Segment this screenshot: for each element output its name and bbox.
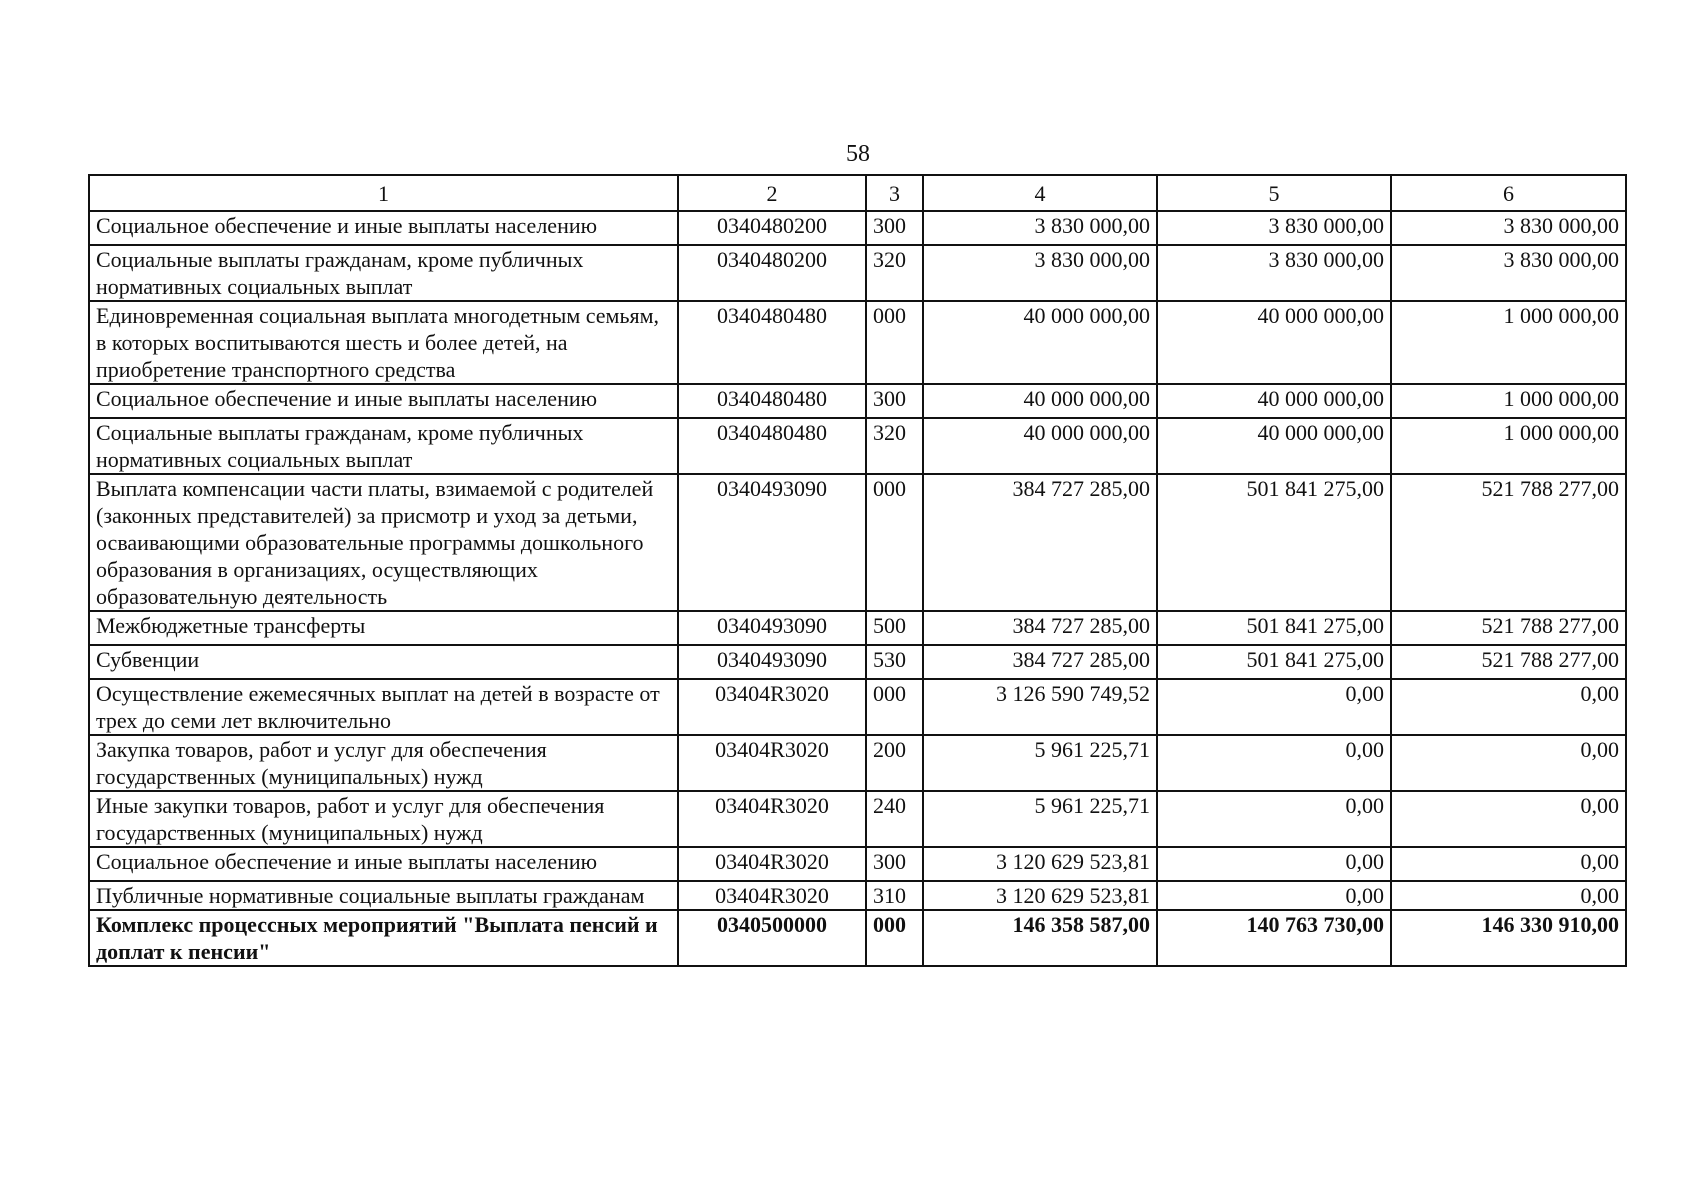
table-row — [89, 301, 1626, 384]
page-number: 58 — [846, 141, 870, 167]
row-type: 200 — [866, 735, 923, 791]
row-code: 0340500000 — [678, 910, 866, 966]
row-name: Иные закупки товаров, работ и услуг для обеспечения государственных (муниципальных) нужд — [89, 791, 678, 847]
row-code: 0340493090 — [678, 611, 866, 645]
row-code: 0340480480 — [678, 301, 866, 384]
row-amount-5: 40 000 000,00 — [1157, 418, 1391, 474]
table-row — [89, 645, 1626, 679]
row-name: Социальное обеспечение и иные выплаты населению — [89, 211, 678, 245]
row-code: 03404R3020 — [678, 679, 866, 735]
row-type: 320 — [866, 418, 923, 474]
row-amount-6: 0,00 — [1391, 679, 1626, 735]
row-type: 300 — [866, 384, 923, 418]
table-row — [89, 384, 1626, 418]
row-amount-6: 3 830 000,00 — [1391, 211, 1626, 245]
row-amount-6: 146 330 910,00 — [1391, 910, 1626, 966]
row-amount-5: 0,00 — [1157, 881, 1391, 910]
header-row — [89, 175, 1626, 211]
row-name: Осуществление ежемесячных выплат на детей в возрасте от трех до семи лет включительно — [89, 679, 678, 735]
row-amount-4: 3 830 000,00 — [923, 245, 1157, 301]
row-amount-4: 3 830 000,00 — [923, 211, 1157, 245]
row-type: 000 — [866, 301, 923, 384]
row-type: 530 — [866, 645, 923, 679]
row-amount-4: 384 727 285,00 — [923, 645, 1157, 679]
row-amount-4: 3 120 629 523,81 — [923, 881, 1157, 910]
row-amount-5: 3 830 000,00 — [1157, 211, 1391, 245]
header-col-3: 3 — [866, 175, 923, 211]
row-amount-5: 40 000 000,00 — [1157, 301, 1391, 384]
row-amount-4: 40 000 000,00 — [923, 384, 1157, 418]
row-name: Межбюджетные трансферты — [89, 611, 678, 645]
row-amount-6: 1 000 000,00 — [1391, 384, 1626, 418]
row-name: Выплата компенсации части платы, взимаемой с родителей (законных представителей) за присмотр и уход за детьми, осваивающими образовательные программы дошкольного образования в организациях, осуществляющих образовательную деятельность — [89, 474, 678, 611]
table-row — [89, 245, 1626, 301]
table-row-total — [89, 910, 1626, 966]
row-code: 03404R3020 — [678, 847, 866, 881]
row-name: Субвенции — [89, 645, 678, 679]
row-code: 0340480480 — [678, 418, 866, 474]
row-code: 0340480200 — [678, 211, 866, 245]
row-code: 0340480200 — [678, 245, 866, 301]
row-amount-4: 384 727 285,00 — [923, 474, 1157, 611]
row-amount-4: 384 727 285,00 — [923, 611, 1157, 645]
row-amount-6: 0,00 — [1391, 847, 1626, 881]
row-amount-4: 3 126 590 749,52 — [923, 679, 1157, 735]
row-amount-5: 501 841 275,00 — [1157, 611, 1391, 645]
row-code: 03404R3020 — [678, 735, 866, 791]
row-name: Публичные нормативные социальные выплаты гражданам — [89, 881, 678, 910]
row-amount-4: 5 961 225,71 — [923, 735, 1157, 791]
row-amount-6: 1 000 000,00 — [1391, 301, 1626, 384]
row-amount-5: 140 763 730,00 — [1157, 910, 1391, 966]
table-row — [89, 611, 1626, 645]
row-amount-5: 501 841 275,00 — [1157, 645, 1391, 679]
table-row — [89, 847, 1626, 881]
table-row — [89, 474, 1626, 611]
row-amount-5: 0,00 — [1157, 679, 1391, 735]
table-row — [89, 679, 1626, 735]
row-amount-4: 40 000 000,00 — [923, 418, 1157, 474]
header-col-4: 4 — [923, 175, 1157, 211]
row-type: 300 — [866, 211, 923, 245]
row-type: 000 — [866, 910, 923, 966]
row-amount-4: 146 358 587,00 — [923, 910, 1157, 966]
table-row — [89, 881, 1626, 910]
row-name: Комплекс процессных мероприятий "Выплата пенсий и доплат к пенсии" — [89, 910, 678, 966]
row-type: 000 — [866, 474, 923, 611]
row-amount-5: 0,00 — [1157, 735, 1391, 791]
row-amount-6: 0,00 — [1391, 735, 1626, 791]
row-amount-6: 0,00 — [1391, 791, 1626, 847]
row-type: 310 — [866, 881, 923, 910]
row-amount-6: 521 788 277,00 — [1391, 474, 1626, 611]
row-code: 03404R3020 — [678, 881, 866, 910]
table-row — [89, 735, 1626, 791]
row-amount-4: 3 120 629 523,81 — [923, 847, 1157, 881]
row-amount-5: 501 841 275,00 — [1157, 474, 1391, 611]
row-amount-6: 521 788 277,00 — [1391, 645, 1626, 679]
row-name: Социальное обеспечение и иные выплаты населению — [89, 847, 678, 881]
header-col-6: 6 — [1391, 175, 1626, 211]
row-code: 0340480480 — [678, 384, 866, 418]
row-name: Социальные выплаты гражданам, кроме публичных нормативных социальных выплат — [89, 418, 678, 474]
row-amount-5: 3 830 000,00 — [1157, 245, 1391, 301]
row-name: Закупка товаров, работ и услуг для обеспечения государственных (муниципальных) нужд — [89, 735, 678, 791]
row-amount-5: 40 000 000,00 — [1157, 384, 1391, 418]
table-row — [89, 418, 1626, 474]
header-col-5: 5 — [1157, 175, 1391, 211]
row-name: Социальное обеспечение и иные выплаты населению — [89, 384, 678, 418]
row-amount-6: 521 788 277,00 — [1391, 611, 1626, 645]
row-amount-6: 3 830 000,00 — [1391, 245, 1626, 301]
header-col-1: 1 — [89, 175, 678, 211]
row-code: 03404R3020 — [678, 791, 866, 847]
table-body — [89, 211, 1626, 966]
row-type: 240 — [866, 791, 923, 847]
row-code: 0340493090 — [678, 645, 866, 679]
row-name: Единовременная социальная выплата многодетным семьям, в которых воспитываются шесть и более детей, на приобретение транспортного средства — [89, 301, 678, 384]
row-amount-6: 1 000 000,00 — [1391, 418, 1626, 474]
row-amount-4: 5 961 225,71 — [923, 791, 1157, 847]
row-type: 000 — [866, 679, 923, 735]
row-type: 300 — [866, 847, 923, 881]
row-amount-5: 0,00 — [1157, 791, 1391, 847]
table-row — [89, 791, 1626, 847]
row-amount-6: 0,00 — [1391, 881, 1626, 910]
row-amount-4: 40 000 000,00 — [923, 301, 1157, 384]
table-row — [89, 211, 1626, 245]
row-type: 320 — [866, 245, 923, 301]
budget-table — [88, 174, 1627, 967]
row-code: 0340493090 — [678, 474, 866, 611]
row-amount-5: 0,00 — [1157, 847, 1391, 881]
table-header — [89, 175, 1626, 211]
row-type: 500 — [866, 611, 923, 645]
row-name: Социальные выплаты гражданам, кроме публичных нормативных социальных выплат — [89, 245, 678, 301]
header-col-2: 2 — [678, 175, 866, 211]
